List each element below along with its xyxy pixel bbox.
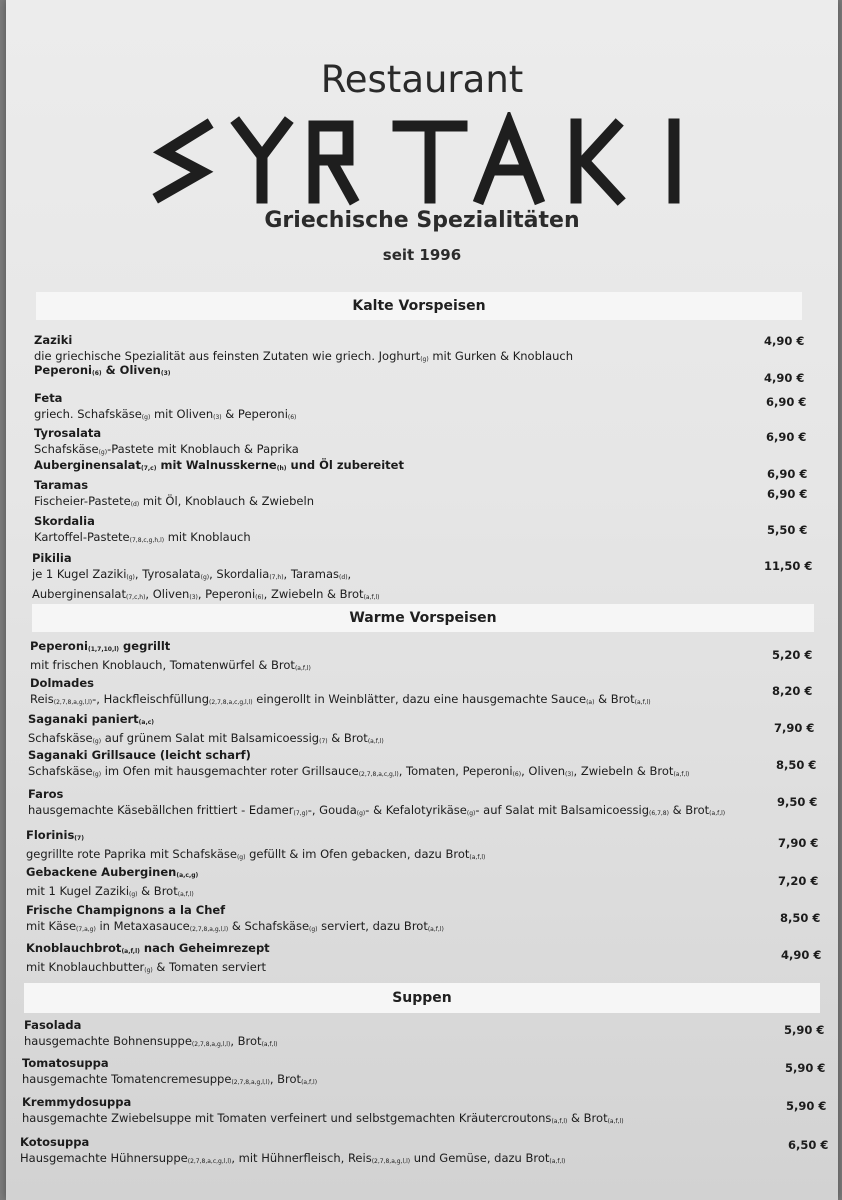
item-price: 5,50 € <box>767 523 808 537</box>
item-price: 7,90 € <box>774 721 815 735</box>
item-name: Peperoni$_{(6)}$ & Oliven$_{(3)}$ <box>34 363 171 377</box>
item-name: Peperoni$_{(1,7,10,l)}$ gegrillt <box>30 639 171 653</box>
item-price: 4,90 € <box>781 948 822 962</box>
item-price: 7,20 € <box>778 874 819 888</box>
item-desc: Fischeier-Pastete$_{(d)}$ mit Öl, Knoblauch & Zwiebeln <box>34 494 314 508</box>
item-name: Skordalia <box>34 514 95 528</box>
item-desc: mit Käse$_{(7,a,g)}$ in Metaxasauce$_{(2,7,8,a,g,l,l)}$ & Schafskäse$_{(g)}$ serviert, dazu Brot$_{(a,f,l)}$ <box>26 919 444 933</box>
item-desc-line2: Auberginensalat$_{(7,c,h)}$, Oliven$_{(3)}$, Peperoni$_{(6)}$, Zwiebeln & Brot$_{(a,f,l)}$ <box>32 587 380 601</box>
menu-item <box>28 748 689 783</box>
item-desc: hausgemachte Bohnensuppe$_{(2,7,8,a,g,l,l)}$, Brot$_{(a,f,l)}$ <box>24 1034 278 1048</box>
item-name: Taramas <box>34 478 89 492</box>
item-desc: Schafskäse$_{(g)}$ auf grünem Salat mit Balsamicoessig$_{(7)}$ & Brot$_{(a,f,l)}$ <box>28 731 384 745</box>
item-price: 5,90 € <box>785 1061 826 1075</box>
item-name: Auberginensalat$_{(7,c)}$ mit Walnusskerne$_{(h)}$ und Öl zubereitet <box>34 458 404 472</box>
restaurant-label: Restaurant <box>320 58 524 101</box>
item-name: Kremmydosuppa <box>22 1095 132 1109</box>
item-price: 7,90 € <box>778 836 819 850</box>
section-header-suppen: Suppen <box>24 983 820 1013</box>
menu-item <box>20 1135 565 1170</box>
item-price: 4,90 € <box>764 371 805 385</box>
menu-item <box>28 787 725 822</box>
item-name: Tomatosuppa <box>22 1056 109 1070</box>
item-price: 6,90 € <box>766 430 807 444</box>
item-name: Fasolada <box>24 1018 82 1032</box>
item-name: Pikilia <box>32 551 72 565</box>
item-price: 4,90 € <box>764 334 805 348</box>
menu-item <box>30 639 311 677</box>
item-desc: Hausgemachte Hühnersuppe$_{(2,7,8,a,c,g,l,l)}$, mit Hühnerfleisch, Reis$_{(2,7,8,a,g,l,l)}$ und Gemüse, dazu Brot$_{(a,f,l)}$ <box>20 1151 566 1165</box>
item-name: Faros <box>28 787 64 801</box>
menu-item <box>26 865 198 903</box>
item-desc: hausgemachte Zwiebelsuppe mit Tomaten verfeinert und selbstgemachten Kräutercroutons$_{(a,f,l)}$ & Brot$_{(a,f,l)}$ <box>22 1111 624 1125</box>
item-desc: Schafskäse$_{(g)}$ im Ofen mit hausgemachter roter Grillsauce$_{(2,7,8,a,c,g,l)}$, Tomaten, Peperoni$_{(6)}$, Oliven$_{(3)}$, Zwiebeln & Brot$_{(a,f,l)}$ <box>28 764 690 778</box>
syrtaki-logo <box>6 112 838 208</box>
item-name: Feta <box>34 391 63 405</box>
section-header-warme-vorspeisen: Warme Vorspeisen <box>32 604 814 632</box>
item-price: 8,50 € <box>780 911 821 925</box>
menu-page <box>6 0 838 1200</box>
item-name: Knoblauchbrot$_{(a,f,l)}$ nach Geheimrezept <box>26 941 270 955</box>
item-desc: hausgemachte Käsebällchen frittiert - Edamer$_{(7,g)}$-, Gouda$_{(g)}$- & Kefalotyrikäse$_{(g)}$- auf Salat mit Balsamicoessig$_{(6,7,8)}$ & Brot$_{(a,f,l)}$ <box>28 803 726 817</box>
item-name: Saganaki Grillsauce (leicht scharf) <box>28 748 251 762</box>
item-name: Kotosuppa <box>20 1135 90 1149</box>
subtitle: Griechische Spezialitäten <box>264 208 580 233</box>
item-price: 5,90 € <box>786 1099 827 1113</box>
item-desc: mit Knoblauchbutter$_{(g)}$ & Tomaten serviert <box>26 960 267 974</box>
item-name: Tyrosalata <box>34 426 102 440</box>
menu-item <box>22 1056 317 1091</box>
item-name: Gebackene Auberginen$_{(a,c,g)}$ <box>26 865 199 879</box>
item-price: 6,90 € <box>766 395 807 409</box>
item-desc: hausgemachte Tomatencremesuppe$_{(2,7,8,a,g,l,l)}$, Brot$_{(a,f,l)}$ <box>22 1072 318 1086</box>
item-price: 9,50 € <box>777 795 818 809</box>
menu-item <box>26 941 270 979</box>
item-name: Florinis$_{(7)}$ <box>26 828 84 842</box>
item-price: 8,50 € <box>776 758 817 772</box>
item-desc: Schafskäse$_{(g)}$-Pastete mit Knoblauch & Paprika <box>34 442 299 456</box>
menu-item <box>34 458 404 476</box>
item-price: 6,90 € <box>767 487 808 501</box>
menu-item <box>24 1018 278 1053</box>
item-desc: griech. Schafskäse$_{(g)}$ mit Oliven$_{(3)}$ & Peperoni$_{(6)}$ <box>34 407 297 421</box>
menu-item <box>34 391 296 426</box>
menu-item <box>34 426 299 461</box>
menu-item <box>30 676 651 711</box>
logo <box>6 112 838 208</box>
item-name: Frische Champignons a la Chef <box>26 903 226 917</box>
menu-item <box>34 478 314 513</box>
item-price: 8,20 € <box>772 684 813 698</box>
menu-item <box>34 514 251 549</box>
item-desc: Kartoffel-Pastete$_{(7,8,c,g,h,l)}$ mit Knoblauch <box>34 530 251 544</box>
item-price: 6,90 € <box>767 467 808 481</box>
item-desc: Reis$_{(2,7,8,a,g,l,l)}$-, Hackfleischfüllung$_{(2,7,8,a,c,g,l,l)}$ eingerollt in Weinblätter, dazu eine hausgemachte Sauce$_{(a)}$ & Brot$_{(a,f,l)}$ <box>30 692 651 706</box>
menu-item <box>32 551 380 606</box>
menu-item <box>26 828 485 866</box>
item-price: 6,50 € <box>788 1138 829 1152</box>
item-price: 5,90 € <box>784 1023 825 1037</box>
item-name: Saganaki paniert$_{(a,c)}$ <box>28 712 155 726</box>
menu-item <box>26 903 444 938</box>
item-desc: mit 1 Kugel Zaziki$_{(g)}$ & Brot$_{(a,f,l)}$ <box>26 884 194 898</box>
item-desc: je 1 Kugel Zaziki$_{(g)}$, Tyrosalata$_{(g)}$, Skordalia$_{(7,h)}$, Taramas$_{(d)}$, <box>32 567 352 581</box>
item-price: 11,50 € <box>764 559 813 573</box>
item-desc: gegrillte rote Paprika mit Schafskäse$_{(g)}$ gefüllt & im Ofen gebacken, dazu Brot$_{(a,f,l)}$ <box>26 847 486 861</box>
item-desc: die griechische Spezialität aus feinsten Zutaten wie griech. Joghurt$_{(g)}$ mit Gurken & Knoblauch <box>34 349 574 363</box>
item-desc: mit frischen Knoblauch, Tomatenwürfel & Brot$_{(a,f,l)}$ <box>30 658 311 672</box>
menu-item <box>28 712 384 750</box>
since-label: seit 1996 <box>382 246 462 264</box>
item-price: 5,20 € <box>772 648 813 662</box>
menu-item <box>22 1095 624 1130</box>
menu-item <box>34 363 171 381</box>
section-header-kalte-vorspeisen: Kalte Vorspeisen <box>36 292 802 320</box>
item-name: Dolmades <box>30 676 95 690</box>
item-name: Zaziki <box>34 333 73 347</box>
